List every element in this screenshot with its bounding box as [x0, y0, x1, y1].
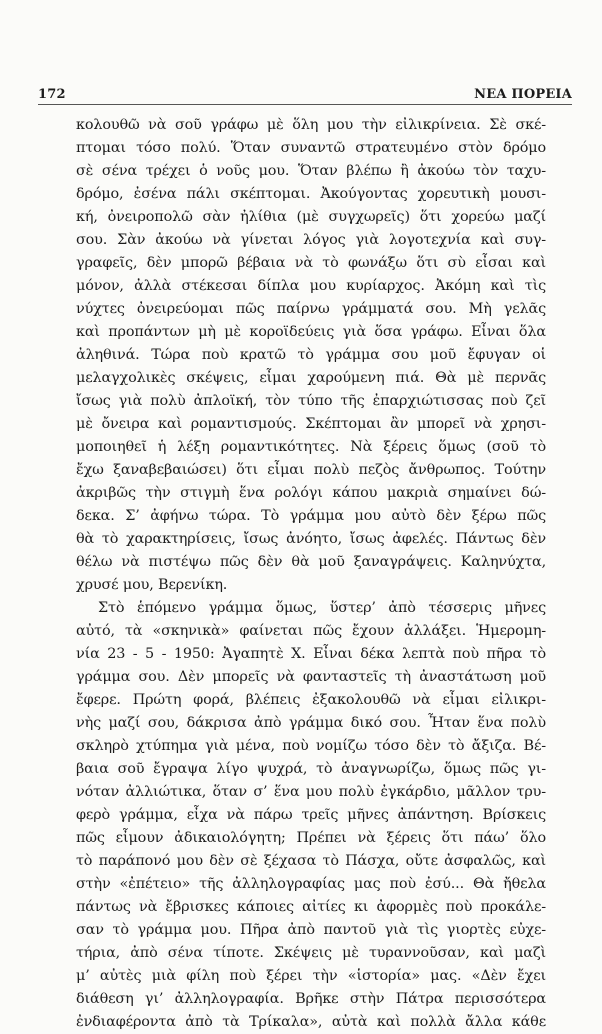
- page-number: 172: [38, 87, 66, 102]
- text-line: πῶς εἶμουν ἀδικαιολόγητη; Πρέπει νὰ ξέρεις ὅτι πάω’ ὅλο: [76, 830, 546, 846]
- text-line: νὴς μαζί σου, δάκρισα ἀπὸ γράμμα δικό σου. Ἦταν ἕνα πολὺ: [76, 715, 546, 731]
- text-line: καὶ προπάντων μὴ μὲ κοροϊδεύεις γιὰ ὅσα γράφω. Εἶναι ὅλα: [76, 324, 546, 340]
- text-line: ἀκριβῶς τὴν στιγμὴ ἕνα ρολόγι κάπου μακριὰ σημαίνει δώ-: [76, 485, 546, 501]
- text-line: ἴσως γιὰ πολὺ ἀπλοϊκή, τὸν τύπο τῆς ἐπαρχιώτισσας ποὺ ζεῖ: [76, 393, 546, 409]
- page-header: [38, 84, 572, 105]
- text-line: ἐνδιαφέροντα ἀπὸ τὰ Τρίκαλα», αὐτὰ καὶ πολλὰ ἄλλα κάθε: [76, 1014, 546, 1030]
- text-line: αὐτό, τὰ «σκηνικὰ» φαίνεται πῶς ἔχουν ἀλλάξει. Ἡμερομη-: [76, 623, 546, 639]
- text-line: ἔχω ξαναβεβαιώσει) ὅτι εἶμαι πολὺ πεζὸς ἄνθρωπος. Τούτην: [76, 462, 546, 478]
- text-line: τήρια, ἀπὸ σένα τίποτε. Σκέψεις μὲ τυραννοῦσαν, καὶ μαζὶ: [76, 945, 546, 961]
- text-line: βαια σοῦ ἔγραψα λίγο ψυχρά, τὸ ἀναγνωρίζω, ὅμως πῶς γι-: [76, 761, 546, 777]
- text-line: πάντως νὰ ἔβρισκες κάποιες αἰτίες κι ἀφορμὲς ποὺ προκάλε-: [76, 899, 546, 915]
- text-line: Στὸ ἑπόμενο γράμμα ὅμως, ὕστερ’ ἀπὸ τέσσερις μῆνες: [98, 600, 546, 616]
- text-line: μοποιηθεῖ ἡ λέξη ρομαντικότητες. Νὰ ξέρεις ὅμως (σοῦ τὸ: [76, 439, 546, 455]
- text-line: μελαγχολικὲς σκέψεις, εἶμαι χαρούμενη πιά. Θὰ μὲ περνᾶς: [76, 370, 546, 386]
- text-line: νία 23 - 5 - 1950: Ἀγαπητὲ Χ. Εἶναι δέκα λεπτὰ ποὺ πῆρα τὸ: [76, 646, 546, 662]
- text-line: σὲ σένα τρέχει ὁ νοῦς μου. Ὅταν βλέπω ἢ ἀκούω τὸν ταχυ-: [76, 163, 546, 179]
- text-line: γράμμα σου. Δὲν μπορεῖς νὰ φανταστεῖς τὴ ἀναστάτωση μοῦ: [76, 669, 546, 685]
- text-line: ἔφερε. Πρώτη φορά, βλέπεις ἐξακολουθῶ νὰ εἶμαι εἰλικρι-: [76, 692, 546, 708]
- text-line: διάθεση γι’ ἀλληλογραφία. Βρῆκε στὴν Πάτρα περισσότερα: [76, 991, 546, 1007]
- text-line: μὲ ὄνειρα καὶ ρομαντισμούς. Σκέπτομαι ἂν μπορεῖ νὰ χρησι-: [76, 416, 546, 432]
- text-line: μόνον, ἀλλὰ στέκεσαι δίπλα μου κυρίαρχος. Ἀκόμη καὶ τὶς: [76, 278, 546, 294]
- text-line: πτομαι τόσο πολύ. Ὅταν συναντῶ στρατευμένο στὸν δρόμο: [76, 140, 546, 156]
- text-line: γραφεῖς, δὲν μπορῶ βέβαια νὰ τὸ φωνάξω ὅτι σὺ εἶσαι καὶ: [76, 255, 546, 271]
- text-line: νύχτες ὀνειρεύομαι πῶς παίρνω γράμματά σου. Μὴ γελᾶς: [76, 301, 546, 317]
- text-line: χρυσέ μου, Βερενίκη.: [76, 577, 228, 593]
- body-text: [76, 114, 546, 1034]
- text-line: θέλω νὰ πιστέψω πῶς δὲν θὰ μοῦ ξαναγράψεις. Καληνύχτα,: [76, 554, 546, 570]
- text-line: ἀληθινά. Τώρα ποὺ κρατῶ τὸ γράμμα σου μοῦ ἔφυγαν οἱ: [76, 347, 546, 363]
- text-line: μ’ αὐτὲς μιὰ φίλη ποὺ ξέρει τὴν «ἱστορία» μας. «Δὲν ἔχει: [76, 968, 546, 984]
- text-line: στὴν «ἐπέτειο» τῆς ἀλληλογραφίας μας ποὺ ἐσύ... Θὰ ἤθελα: [76, 876, 546, 892]
- text-line: τὸ παράπονό μου δὲν σὲ ξέχασα τὸ Πάσχα, οὔτε ἀσφαλῶς, καὶ: [76, 853, 546, 869]
- text-line: σαν τὸ γράμμα μου. Πῆρα ἀπὸ παντοῦ γιὰ τὶς γιορτὲς εὐχε-: [76, 922, 546, 938]
- text-line: θὰ τὸ χαρακτηρίσεις, ἴσως ἀνόητο, ἴσως ἀφελές. Πάντως δὲν: [76, 531, 546, 547]
- text-line: κή, ὀνειροπολῶ σὰν ἠλίθια (μὲ συγχωρεῖς) ὅτι χορεύω μαζί: [76, 209, 546, 225]
- text-line: δρόμο, ἐσένα πάλι σκέπτομαι. Ἀκούγοντας χορευτικὴ μουσι-: [76, 186, 546, 202]
- text-line: φερὸ γράμμα, εἶχα νὰ πάρω τρεῖς μῆνες ἀπάντηση. Βρίσκεις: [76, 807, 546, 823]
- text-line: νόταν ἀλλιώτικα, ὅταν σ’ ἕνα μου πολὺ ἐγκάρδιο, μᾶλλον τρυ-: [76, 784, 546, 800]
- running-title: ΝΕΑ ΠΟΡΕΙΑ: [474, 87, 572, 102]
- text-line: δεκα. Σ’ ἀφήνω τώρα. Τὸ γράμμα μου αὐτὸ δὲν ξέρω πῶς: [76, 508, 546, 524]
- text-line: κολουθῶ νὰ σοῦ γράφω μὲ ὅλη μου τὴν εἰλικρίνεια. Σὲ σκέ-: [76, 117, 546, 133]
- text-line: σου. Σὰν ἀκούω νὰ γίνεται λόγος γιὰ λογοτεχνία καὶ συγ-: [76, 232, 546, 248]
- text-line: σκληρὸ χτύπημα γιὰ μένα, ποὺ νομίζω τόσο δὲν τὸ ἄξιζα. Βέ-: [76, 738, 546, 754]
